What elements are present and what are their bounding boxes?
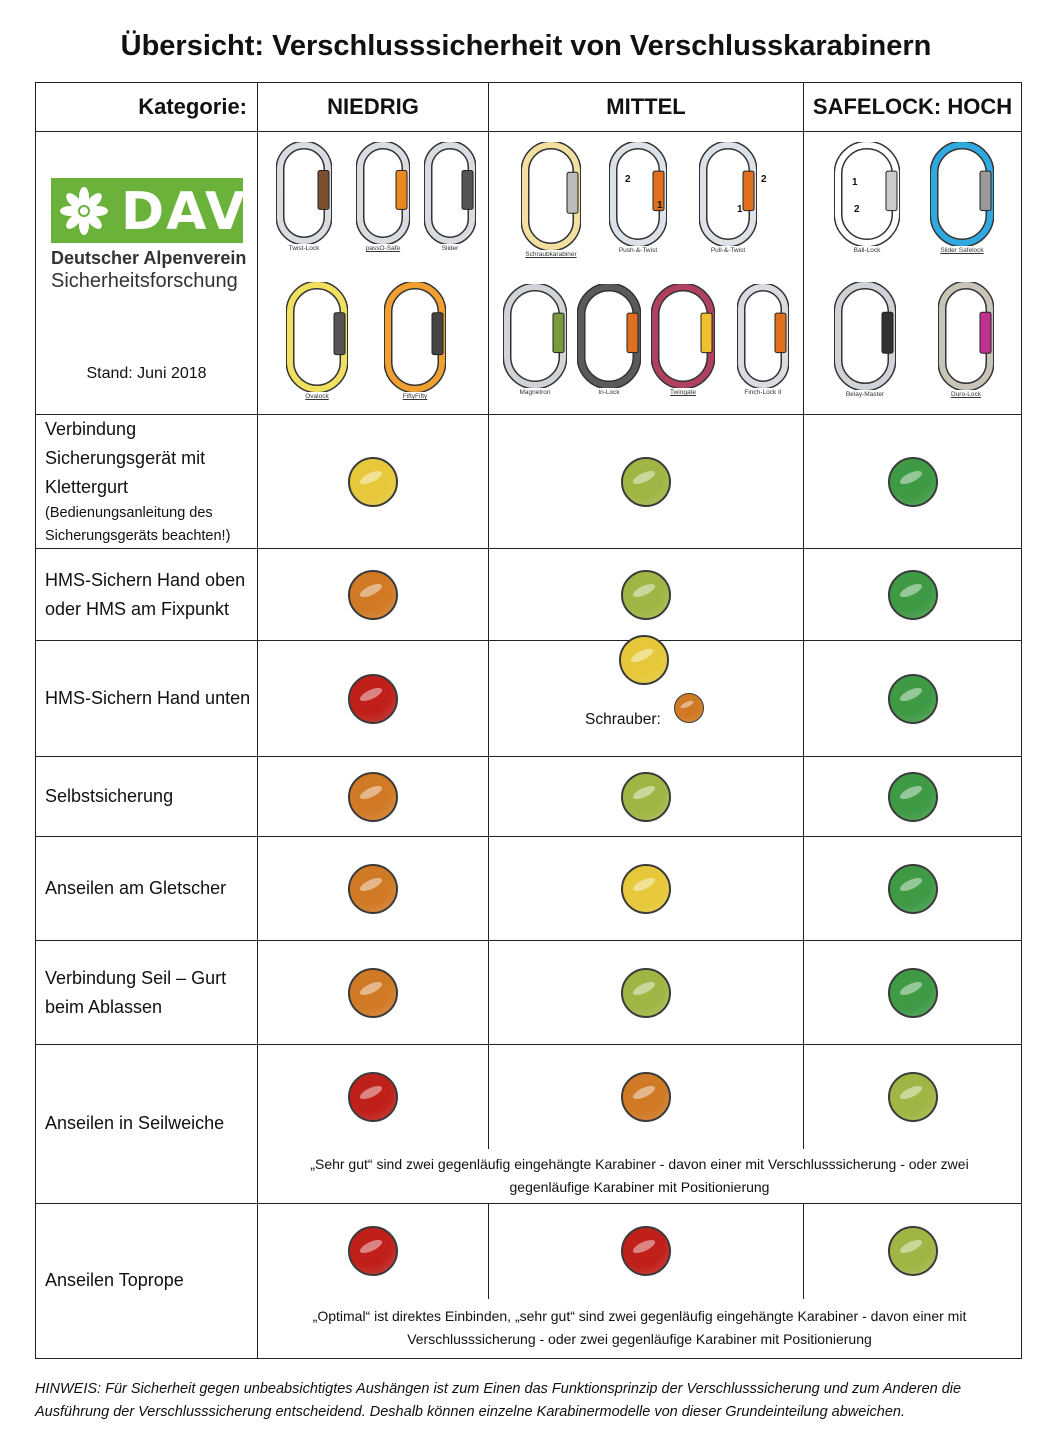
edelweiss-icon bbox=[57, 186, 111, 236]
row-label-text: Verbindung Sicherungsgerät mit Klettergurt bbox=[45, 419, 206, 497]
carabiner-icon bbox=[834, 282, 896, 390]
rating-cell bbox=[258, 1045, 489, 1149]
image-row bbox=[36, 132, 1022, 415]
carabiner-icon bbox=[384, 282, 446, 392]
carabiner-slider bbox=[424, 142, 476, 252]
carabiner-label: Finch-Lock II bbox=[744, 389, 782, 396]
carabiner-schraubkarabiner bbox=[521, 142, 581, 258]
row-label bbox=[36, 415, 258, 549]
rating-green-icon bbox=[888, 570, 938, 620]
rating-cell bbox=[804, 757, 1022, 837]
rating-lightgreen-icon bbox=[621, 772, 671, 822]
carabiner-finch-lock-ii bbox=[737, 284, 789, 396]
carabiner-icon bbox=[930, 142, 994, 246]
step-number: 2 bbox=[761, 174, 767, 185]
rating-lightgreen-icon bbox=[621, 457, 671, 507]
step-number: 2 bbox=[854, 204, 860, 215]
rating-cell bbox=[258, 549, 489, 641]
carabiner-in-lock bbox=[577, 284, 641, 396]
rating-cell bbox=[258, 415, 489, 549]
rating-cell bbox=[489, 415, 804, 549]
carabiners-mittel bbox=[489, 132, 804, 415]
logo-cell bbox=[36, 132, 258, 415]
overview-table bbox=[35, 82, 1022, 1359]
rating-row bbox=[36, 1045, 1022, 1149]
carabiner-icon bbox=[609, 142, 667, 246]
carabiner-icon bbox=[286, 282, 348, 392]
carabiner-icon bbox=[356, 142, 410, 244]
carabiner-twingate bbox=[651, 284, 715, 396]
rating-cell bbox=[258, 941, 489, 1045]
rating-cell bbox=[804, 1203, 1022, 1299]
carabiner-belay-master bbox=[834, 282, 896, 398]
carabiner-duro-lock bbox=[938, 282, 994, 398]
carabiners-niedrig bbox=[258, 132, 489, 415]
carabiner-fiftyfifty bbox=[384, 282, 446, 400]
carabiner-label: Pull-&-Twist bbox=[710, 247, 746, 254]
rating-orange-icon bbox=[348, 864, 398, 914]
row-sublabel: (Bedienungsanleitung des Sicherungsgeräts beachten!) bbox=[45, 505, 231, 544]
carabiner-slider-safelock bbox=[930, 142, 994, 254]
rating-cell bbox=[489, 641, 804, 757]
row-label bbox=[36, 941, 258, 1045]
schrauber-label: Schrauber: bbox=[585, 711, 661, 728]
carabiner-label: Twingate bbox=[669, 389, 697, 396]
rating-cell bbox=[489, 1203, 804, 1299]
carabiner-label: passO-Safe bbox=[365, 245, 401, 252]
dav-logo-text: DAV bbox=[121, 182, 248, 242]
rating-row bbox=[36, 415, 1022, 549]
row-label bbox=[36, 1203, 258, 1358]
row-label-text: Verbindung Seil – Gurt beim Ablassen bbox=[45, 967, 227, 1017]
carabiner-icon bbox=[424, 142, 476, 244]
rating-cell bbox=[489, 757, 804, 837]
column-header-hoch: SAFELOCK: HOCH bbox=[804, 83, 1022, 132]
carabiners-hoch bbox=[804, 132, 1022, 415]
row-label bbox=[36, 757, 258, 837]
carabiner-icon bbox=[276, 142, 332, 244]
rating-lightgreen-icon bbox=[621, 570, 671, 620]
carabiner-label: Magnetron bbox=[519, 389, 551, 396]
carabiner-icon bbox=[503, 284, 567, 388]
row-label-text: Anseilen am Gletscher bbox=[45, 878, 227, 898]
step-number: 1 bbox=[852, 177, 858, 188]
row-label bbox=[36, 1045, 258, 1204]
carabiner-ovalock bbox=[286, 282, 348, 400]
rating-red-icon bbox=[621, 1226, 671, 1276]
rating-cell bbox=[258, 641, 489, 757]
rating-row bbox=[36, 1203, 1022, 1299]
rating-cell bbox=[489, 549, 804, 641]
rating-yellow-icon bbox=[348, 457, 398, 507]
rating-cell bbox=[489, 837, 804, 941]
carabiner-passo-safe bbox=[356, 142, 410, 252]
row-label bbox=[36, 549, 258, 641]
rating-lightgreen-icon bbox=[621, 968, 671, 1018]
rating-cell bbox=[489, 941, 804, 1045]
carabiner-icon bbox=[737, 284, 789, 388]
rating-cell bbox=[804, 549, 1022, 641]
rating-green-icon bbox=[888, 457, 938, 507]
dav-logo bbox=[51, 178, 248, 243]
rating-cell bbox=[258, 757, 489, 837]
row-note: „Sehr gut“ sind zwei gegenläufig eingehängte Karabiner - davon einer mit Verschlusssicherung - oder zwei gegenläufige Karabiner mit Positionierung bbox=[258, 1149, 1022, 1204]
rating-red-icon bbox=[348, 674, 398, 724]
rating-cell bbox=[804, 1045, 1022, 1149]
rating-orange-icon bbox=[348, 570, 398, 620]
carabiner-label: Ball-Lock bbox=[853, 247, 881, 254]
header-row bbox=[36, 83, 1022, 132]
step-number: 1 bbox=[737, 204, 743, 215]
rating-orange-icon bbox=[621, 1072, 671, 1122]
carabiner-icon bbox=[521, 142, 581, 250]
rating-green-icon bbox=[888, 864, 938, 914]
rating-lightgreen-icon bbox=[888, 1226, 938, 1276]
carabiner-label: Belay-Master bbox=[845, 391, 885, 398]
step-number: 2 bbox=[625, 174, 631, 185]
carabiner-push-twist bbox=[609, 142, 667, 254]
carabiner-icon bbox=[938, 282, 994, 390]
rating-row bbox=[36, 641, 1022, 757]
row-label-text: Anseilen in Seilweiche bbox=[45, 1113, 225, 1134]
rating-green-icon bbox=[888, 968, 938, 1018]
row-label-text: Selbstsicherung bbox=[45, 786, 174, 806]
rating-cell bbox=[258, 837, 489, 941]
rating-red-icon bbox=[348, 1226, 398, 1276]
carabiner-label: Push-&-Twist bbox=[618, 247, 658, 254]
row-label-text: Anseilen Toprope bbox=[45, 1270, 184, 1290]
carabiner-twist-lock bbox=[276, 142, 332, 252]
row-note: „Optimal“ ist direktes Einbinden, „sehr gut“ sind zwei gegenläufig eingehängte Karabiner - davon einer mit Verschlusssicherung - oder zwei gegenläufige Karabiner mit Positionierung bbox=[258, 1299, 1022, 1358]
carabiner-magnetron bbox=[503, 284, 567, 396]
rating-orange-icon bbox=[348, 772, 398, 822]
rating-yellow-icon bbox=[619, 635, 669, 685]
category-label: Kategorie: bbox=[36, 83, 258, 132]
rating-red-icon bbox=[348, 1072, 398, 1122]
carabiner-label: Slider Safelock bbox=[940, 247, 984, 254]
rating-row bbox=[36, 549, 1022, 641]
carabiner-label: Slider bbox=[441, 245, 459, 252]
carabiner-label: Ovalock bbox=[305, 393, 329, 400]
carabiner-icon bbox=[577, 284, 641, 388]
rating-orange-icon bbox=[674, 693, 704, 723]
carabiner-pull-twist bbox=[699, 142, 757, 254]
rating-orange-icon bbox=[348, 968, 398, 1018]
rating-green-icon bbox=[888, 674, 938, 724]
page-title: Übersicht: Verschlusssicherheit von Verschlusskarabinern bbox=[120, 30, 932, 62]
hint-text: HINWEIS: Für Sicherheit gegen unbeabsichtigtes Aushängen ist zum Einen das Funktionsprinzip der Verschlusssicherung und zum Anderen die Ausführung der Verschlusssicherung entscheidend. Deshalb können einzelne Karabinermodelle von dieser Grundeinteilung abweichen. bbox=[35, 1381, 962, 1420]
dav-name: Deutscher Alpenverein bbox=[51, 248, 247, 268]
carabiner-icon bbox=[834, 142, 900, 246]
carabiner-icon bbox=[699, 142, 757, 246]
rating-cell bbox=[804, 641, 1022, 757]
rating-cell bbox=[258, 1203, 489, 1299]
rating-row bbox=[36, 757, 1022, 837]
rating-cell bbox=[804, 837, 1022, 941]
carabiner-icon bbox=[651, 284, 715, 388]
carabiner-label: In-Lock bbox=[598, 389, 620, 396]
rating-cell bbox=[804, 941, 1022, 1045]
row-label-text: HMS-Sichern Hand oben oder HMS am Fixpunkt bbox=[45, 569, 246, 619]
rating-yellow-icon bbox=[621, 864, 671, 914]
rating-lightgreen-icon bbox=[888, 1072, 938, 1122]
rating-row bbox=[36, 837, 1022, 941]
carabiner-label: FiftyFifty bbox=[402, 393, 428, 400]
column-header-niedrig: NIEDRIG bbox=[258, 83, 489, 132]
dav-department: Sicherheitsforschung bbox=[51, 270, 238, 292]
row-label-text: HMS-Sichern Hand unten bbox=[45, 688, 251, 708]
column-header-mittel: MITTEL bbox=[489, 83, 804, 132]
carabiner-ball-lock bbox=[834, 142, 900, 254]
rating-green-icon bbox=[888, 772, 938, 822]
rating-cell bbox=[489, 1045, 804, 1149]
rating-cell bbox=[804, 415, 1022, 549]
rating-row bbox=[36, 941, 1022, 1045]
step-number: 1 bbox=[657, 200, 663, 211]
row-label bbox=[36, 641, 258, 757]
carabiner-label: Duro-Lock bbox=[951, 391, 981, 398]
stand-date: Stand: Juni 2018 bbox=[86, 365, 207, 382]
carabiner-label: Twist-Lock bbox=[288, 245, 320, 252]
row-label bbox=[36, 837, 258, 941]
carabiner-label: Schraubkarabiner bbox=[525, 251, 577, 258]
